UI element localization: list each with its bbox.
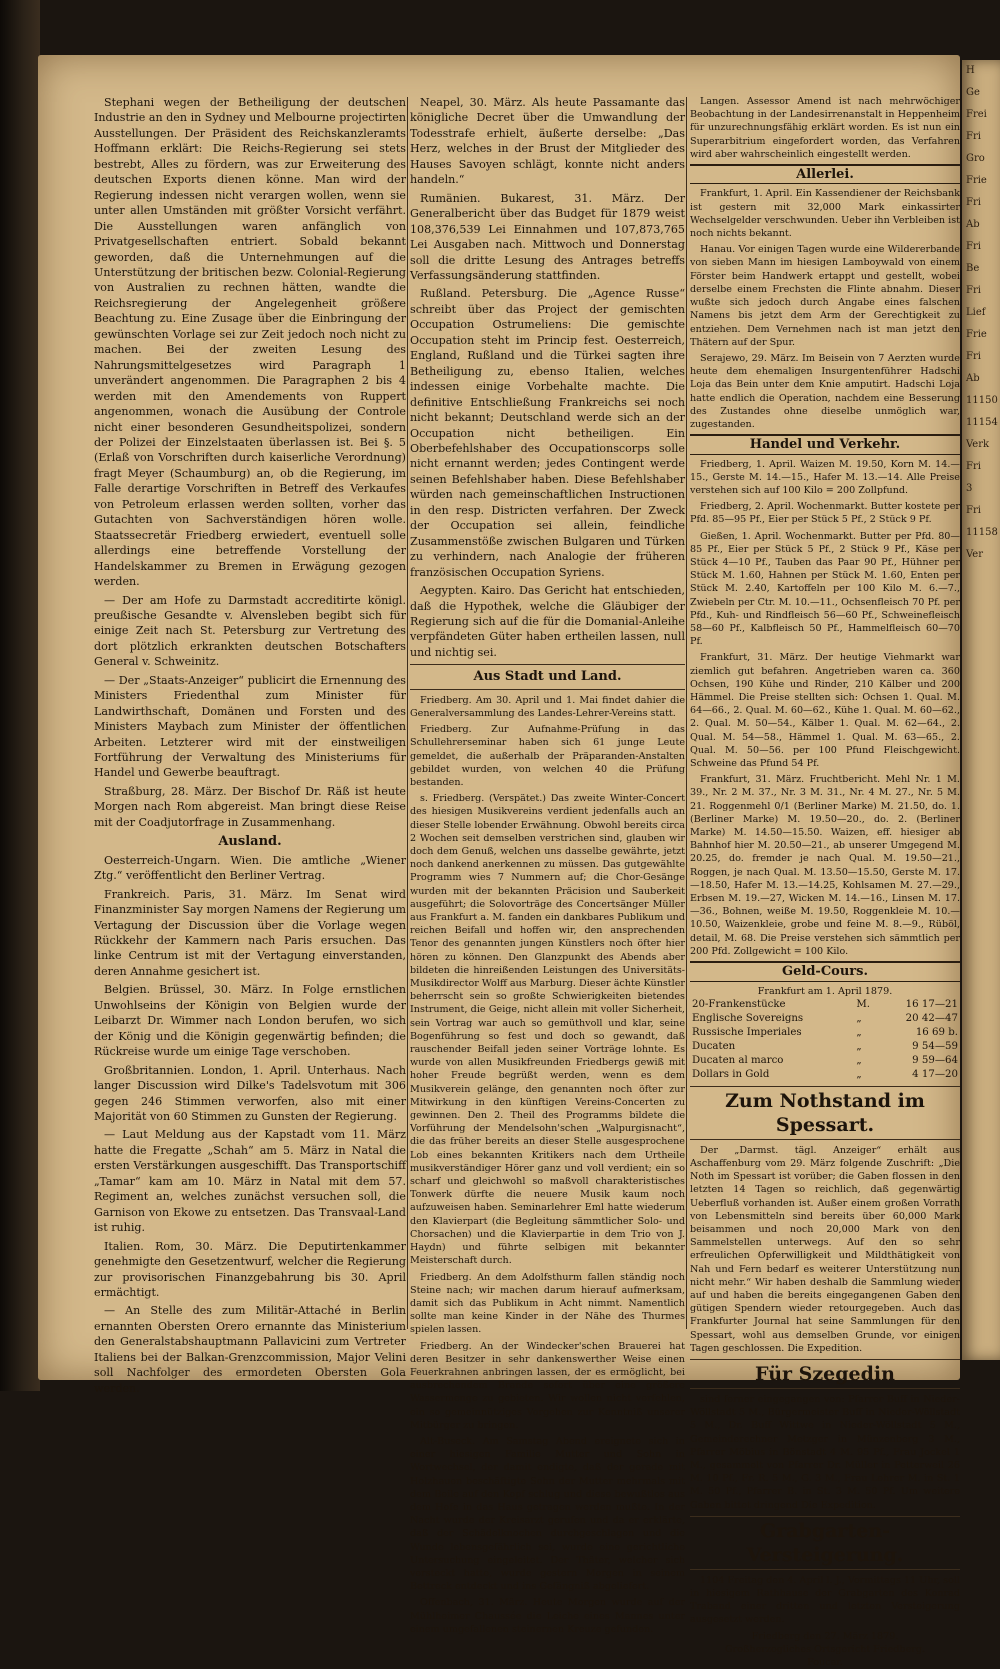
exchange-rate-cur: „ xyxy=(856,1068,862,1080)
heading-szegedin: Für Szegedin xyxy=(690,1359,960,1389)
article-serajewo: Serajewo, 29. März. Im Beisein von 7 Aerzten wurde heute dem ehemaligen Insurgentenführer Hadschi Loja das Bein unter dem Knie amputirt. Hadschi Loja hatte endlich die Operation, nachdem eine Besserung des Zustandes ohne dieselbe unmöglich war, zugestanden. xyxy=(690,352,960,430)
article-grossbritannien: Großbritannien. London, 1. April. Unterhaus. Nach langer Discussion wird Dilke's Tadelsvotum mit 306 gegen 246 Stimmen verworfen, also mit einer Majorität von 60 Stimmen zu Gunsten der Regierung. xyxy=(94,1063,406,1123)
column-right xyxy=(690,95,960,1669)
market-report: Friedberg, 1. April. Waizen M. 19.50, Korn M. 14.—15., Gerste M. 14.—15., Hafer M. 13.—14. Alle Preise verstehen sich auf 100 Kilo = 200 Zollpfund. xyxy=(690,458,960,496)
heading-nothstand-spessart: Zum Nothstand im Spessart. xyxy=(690,1086,960,1140)
adjacent-page-fragment: Fri xyxy=(966,131,981,142)
article-neapel: Neapel, 30. März. Als heute Passamante das königliche Decret über die Umwandlung der Todesstrafe erhielt, äußerte derselbe: „Das Herz, welches in der Brust der Mitglieder des Hauses Savoyen schlägt, konnte nicht anders handeln.“ xyxy=(410,96,685,187)
adjacent-page-fragment: Fri xyxy=(966,351,981,362)
adjacent-page-fragment: Gro xyxy=(966,153,985,164)
auction-authority: Großherzogliches Ortsgericht Friedberg. xyxy=(724,1643,926,1655)
heading-allerlei: Allerlei. xyxy=(690,164,960,184)
exchange-rate-table xyxy=(690,998,960,1082)
article-alvensleben: — Der am Hofe zu Darmstadt accreditirte königl. preußische Gesandte v. Alvensleben begibt sich für einige Zeit nach St. Petersburg zur Vertretung des dort plötzlich erkrankten deutschen Botschafters General v. Schweinitz. xyxy=(94,593,406,669)
adjacent-page-fragment: Ver xyxy=(966,549,984,560)
adjacent-page-fragment: H xyxy=(966,65,975,76)
adjacent-page-fragment: Fri xyxy=(966,241,981,252)
column-left xyxy=(94,95,406,1395)
article-militaer-attache: — An Stelle des zum Militär-Attaché in Berlin ernannten Obersten Orero ernannte das Ministerium den Generalstabshauptmann Pallavicini zum Vertreter Italiens bei der Balkan-Grenzcommission, Major Velini soll Nachfolger des ermordeten Obersten Gola werden. xyxy=(94,1304,406,1395)
adjacent-page-fragment: Ge xyxy=(966,87,980,98)
article-strassburg: Straßburg, 28. März. Der Bischof Dr. Räß ist heute Morgen nach Rom abgereist. Man bringt diese Reise mit der Coadjutorfrage in Zusammenhang. xyxy=(94,784,406,829)
article-italien: Italien. Rom, 30. März. Die Deputirtenkammer genehmigte den Gesetzentwurf, welcher die Regierung zur provisorischen Finanzgebahrung bis 30. April ermächtigt. xyxy=(94,1239,406,1299)
article-rumaenien: Rumänien. Bukarest, 31. März. Der Generalbericht über das Budget für 1879 weist 108,376,539 Lei Einnahmen und 107,873,765 Lei Ausgaben nach. Mittwoch und Donnerstag soll die dritte Lesung des Antrages betreffs Verfassungsänderung stattfinden. xyxy=(410,191,685,282)
article-oesterreich: Oesterreich-Ungarn. Wien. Die amtliche „Wiener Ztg.“ veröffentlicht den Berliner Vertrag. xyxy=(94,853,406,883)
adjacent-page-fragment: Lief xyxy=(966,307,986,318)
exchange-rate-name: Ducaten xyxy=(692,1040,736,1052)
donation-list: sind ferner eingegangen von: Pfarrer Buff in Nieder-Wöllstadt 5 M., Bürgermeister Buff in Nieder-Wöllstadt 5 M., Dr. Buff Wittwe in Nieder-Wöllstadt 5 M., Gemeinderechner Metzger in Münzenberg 3 M., Pfarrer Möbius in Bönstadt 4 M. 95 Pf., Frau Jockel 1 M., gesammelt von Pfarrer Dr. Müller in Petterweil 26 M. 10 Pf., Fr. R. 5 M., G. 3 M., Frau Lehrer M. in St. 1 M. 50 Pf., Pfarrer B. in St. 3 M. 50 Pf. Um weitere Gaben bittet dringend Die Expedition. xyxy=(690,1394,960,1511)
local-news-item: Friedberg. An dem Adolfsthurm fallen ständig noch Steine nach; wir machen darum hierauf aufmerksam, damit sich das Publikum in Acht nimmt. Namentlich sollte man keine Kinder in der Nähe des Thurmes spielen lassen. xyxy=(410,1271,685,1336)
heading-stadt-und-land: Aus Stadt und Land. xyxy=(473,669,622,685)
adjacent-page-fragment: Fri xyxy=(966,461,981,472)
market-report: Friedberg, 2. April. Wochenmarkt. Butter kostete per Pfd. 85—95 Pf., Eier per Stück 5 Pf., 2 Stück 9 Pf. xyxy=(690,501,960,526)
adjacent-page-fragment: Verk xyxy=(966,439,990,450)
article-frankfurt-kassendiener: Frankfurt, 1. April. Ein Kassendiener der Reichsbank ist gestern mit 32,000 Mark einkassirter Wechselgelder verschwunden. Ueber ihn Verbleiben ist noch nichts bekannt. xyxy=(690,188,960,240)
article-russland: Rußland. Petersburg. Die „Agence Russe“ schreibt über das Project der gemischten Occupation Ostrumeliens: Die gemischte Occupation steht im Princip fest. Oesterreich, England, Rußland und die Türkei sagten ihre Betheiligung zu, ebenso Italien, welches indessen einige Vorbehalte machte. Die definitive Entschließung Frankreichs sei noch nicht bekannt; Deutschland werde sich an der Occupation nicht betheiligen. Ein Oberbefehlshaber des Occupationscorps solle nicht ernannt werden; jedes Contingent werde seinen Befehlshaber haben. Diese Befehlshaber würden nach gemeinschaftlichen Instructionen in den resp. Districten verfahren. Der Zweck der Occupation sei allein, feindliche Zusammenstöße zwischen Bulgaren und Türken zu verhindern, nach Analogie der früheren französischen Occupation Syriens. xyxy=(410,287,685,579)
market-report: Frankfurt, 31. März. Der heutige Viehmarkt war ziemlich gut befahren. Angetrieben waren ca. 360 Ochsen, 190 Kühe und Rinder, 210 Kälber und 200 Hämmel. Die Preise stellten sich: Ochsen 1. Qual. M. 64—66., 2. Qual. M. 60—62., Kühe 1. Qual. M. 60—62., 2. Qual. M. 50—54., Kälber 1. Qual. M. 62—64., 2. Qual. M. 54—58., Hämmel 1. Qual. M. 63—65., 2. Qual. M. 50—56. per 100 Pfund Fleischgewicht. Schweine das Pfund 54 Pf. xyxy=(690,652,960,770)
divider xyxy=(410,664,685,665)
heading-handel-und-verkehr: Handel und Verkehr. xyxy=(690,434,960,454)
exchange-rate-val: 4 17—20 xyxy=(912,1068,958,1080)
article-frankreich: Frankreich. Paris, 31. März. Im Senat wird Finanzminister Say morgen Namens der Regierung um Vertagung der Discussion über die Vorlage wegen Rückkehr der Kammern nach Paris ersuchen. Das linke Centrum ist mit der Vertagung einverstanden, deren Annahme gesichert ist. xyxy=(94,887,406,978)
exchange-rate-row xyxy=(690,1068,960,1082)
article-belgien: Belgien. Brüssel, 30. März. In Folge ernstlichen Unwohlseins der Königin von Belgien wurde der Leibarzt Dr. Wimmer nach London berufen, wo sich der König und die Königin gegenwärtig befinden; die Rückreise wurde um einige Tage verschoben. xyxy=(94,983,406,1059)
column-rule-1 xyxy=(407,97,408,1329)
article-hanau: Hanau. Vor einigen Tagen wurde eine Wildererbande von sieben Mann im hiesigen Lamboywald von einem Förster beim Handwerk ertappt und gestellt, wobei derselbe einem Frechsten die Flinte abnahm. Dieser wußte sich jedoch durch Angabe eines falschen Namens bis jetzt dem Arm der Gerechtigkeit zu entziehen. Dem Vernehmen nach ist man jetzt den Thätern auf der Spur. xyxy=(690,244,960,348)
local-news-item: Offenbach, 31. März. Heute Morgen wurde auf der Mühlheimer Chaussée die Leiche eines Mannes unter einem umgefallenen steinernen Kreuze gefunden. xyxy=(410,1597,685,1635)
exchange-rate-row xyxy=(690,1012,960,1026)
exchange-rate-name: Dollars in Gold xyxy=(692,1068,770,1080)
heading-grabgarten: Grabgarten-Versteigerung. xyxy=(690,1516,960,1570)
exchange-rate-val: 16 69 b. xyxy=(915,1026,958,1038)
adjacent-page-fragment: Ab xyxy=(966,219,980,230)
exchange-rate-val: 20 42—47 xyxy=(905,1012,958,1024)
article-nothstand: Der „Darmst. tägl. Anzeiger“ erhält aus Aschaffenburg vom 29. März folgende Zuschrift: „Die Noth im Spessart ist vorüber; die Gaben flossen in den letzten 14 Tagen so reichlich, daß gegenwärtig Ueberfluß vorhanden ist. Außer einem großen Vorrath von Lebensmitteln sind bereits über 60,000 Mark beisammen und noch 20,000 Mark von den Sammelstellen unterwegs. Auf den so sehr erfreulichen Opferwilligkeit und Mildthätigkeit von Nah und Fern bedarf es weiterer Unterstützung nun nicht mehr.“ Wir haben deshalb die Sammlung wieder auf und haben die bereits eingegangenen Gaben den gütigen Spendern wieder retourgegeben. Auch das Frankfurter Journal hat seine Sammlungen für den Spessart, wohl aus demselben Grunde, vor einigen Tagen geschlossen. Die Expedition. xyxy=(690,1144,960,1354)
exchange-rate-name: Englische Sovereigns xyxy=(692,1012,804,1024)
local-news-item: Alt-Buseck. Am Samstag Abend ereignete sich in einer hiesigen Familie Mutter und Sohn in Wortwechsel, der damit endigte, daß der gerade mit Holzhauen beschäftigte Sohn der Mutter mehrmals mit dem Beile auf den Kopf schlug und diese bewußtlos aus dem Hofe in das Haus getragen werden mußte. In der Nacht wurde der Kreisarzt gerufen und da er erklärte, daß der Schädelknochen durchgeschlagen und die Wunde lebensgefährlich sei, wurde eine gerichtliche Untersuchung eingeleitet. Der Thäter, welcher sich versteckt hatte, wurde gestern Morgen in seinem Bettreck entdeckt und ins Gefängniß abgeliefert. xyxy=(410,1435,685,1593)
geld-cours-subtitle: Frankfurt am 1. April 1879. xyxy=(757,985,893,997)
local-news-item: s. Friedberg. (Verspätet.) Das zweite Winter-Concert des hiesigen Musikvereins verdient jedenfalls auch an dieser Stelle lobender Erwähnung. Obwohl bereits circa 2 Wochen seit demselben verstrichen sind, glauben wir doch dem Genuß, welchen uns dasselbe gewährte, jetzt noch dankend anerkennen zu müssen. Das gutgewählte Programm wies 7 Nummern auf; die Chor-Gesänge wurden mit der bekannten Präcision und Sauberkeit ausgeführt; die Solovorträge des Concertsänger Müller aus Frankfurt a. M. fanden ein dankbares Publikum und reichen Beifall und hoffen wir, den ansprechenden Tenor des genannten jungen Künstlers noch öfter hier hören zu können. Den Glanzpunkt des Abends aber bildeten die hinreißenden Leistungen des Universitäts-Musikdirector Wolff aus Marburg. Dieser ächte Künstler beherrscht sein so großte Schwierigkeiten bietendes Instrument, die Geige, nicht allein mit voller Sicherheit, sein Vortrag war auch so gemüthvoll und klar, seine Bogenführung so fest und doch so gewandt, daß rauschender Beifall jeden seiner Vorträge lohnte. Es wurde von allen Musikfreunden Friedbergs gewiß mit hoher Freude begrüßt werden, wenn es dem Musikverein gelänge, den genannten noch öfter zur Mitwirkung in den künftigen Vereins-Concerten zu gewinnen. Den 2. Theil des Programms bildete die Vorführung der Mendelsohn'schen „Walpurgisnacht“, die das früher bereits an dieser Stelle ausgesprochene Lob eines bekannten Kritikers nach dem Urtheile musikverständiger Hörer ganz und voll verdient; ein so scharf und gleichwohl so maßvoll charakteristisches Tonwerk dürfte die neuere Musik kaum noch aufzuweisen haben. Seminarlehrer Eml hatte wiederum den Klavierpart (die Begleitung sämmtlicher Solo- und Chorsachen) und die Klavierpartie in dem Trio von J. Haydn) und führte selbigen mit bekannter Meisterschaft durch. xyxy=(410,793,685,1267)
adjacent-page-fragment: Frie xyxy=(966,329,987,340)
local-news-item: Friedberg. An der Windecker'schen Brauerei hat deren Besitzer in sehr dankenswerther Weise einen Feuerkrahnen anbringen lassen, der es ermöglicht, bei ausbrechendem Brande sofort über eine größere Wassermenge zu gebieten. Wir wollen nicht verfehlen, ein so gemeinnütziges Vorgehen zur Kenntniß unserer Mitbürger zu bringen. xyxy=(410,1340,685,1431)
auction-signature: Foucar. xyxy=(807,1657,843,1669)
auction-notice: 1104 Freitag den 4. April l. J., Vormittags 11 Uhr, soll in hiesigem Rathhause der Grabgarten des Konrad Traband einer dritten und letzten Versteigerung ausgesetzt werden. xyxy=(690,1574,960,1626)
exchange-rate-cur: „ xyxy=(856,1040,862,1052)
article-staatsanzeiger: — Der „Staats-Anzeiger“ publicirt die Ernennung des Ministers Friedenthal zum Minister für Landwirthschaft, Domänen und Forsten und des Ministers Maybach zum Minister der öffentlichen Arbeiten. Letzterer wird mit der einstweiligen Fortführung der Verwaltung des Ministeriums für Handel und Gewerbe beauftragt. xyxy=(94,673,406,780)
heading-geld-cours: Geld-Cours. xyxy=(690,961,960,981)
adjacent-page-fragment: Fri xyxy=(966,505,981,516)
adjacent-page-fragment: Fri xyxy=(966,285,981,296)
exchange-rate-cur: „ xyxy=(856,1054,862,1066)
adjacent-page-fragment: 11158 xyxy=(966,527,998,538)
adjacent-page-fragment: 3 xyxy=(966,483,973,494)
local-news-item: Friedberg. Zur Aufnahme-Prüfung in das Schullehrerseminar haben sich 61 junge Leute gemeldet, die außerhalb der Präparanden-Anstalten gebildet wurden, von welchen 40 die Prüfung bestanden. xyxy=(410,724,685,788)
book-binding xyxy=(0,0,40,1391)
exchange-rate-name: Russische Imperiales xyxy=(692,1026,802,1038)
exchange-rate-row xyxy=(690,1040,960,1054)
exchange-rate-row xyxy=(690,1054,960,1068)
exchange-rate-val: 9 54—59 xyxy=(912,1040,958,1052)
exchange-rate-val: 9 59—64 xyxy=(912,1054,958,1066)
heading-ausland: Ausland. xyxy=(218,834,282,850)
adjacent-page-fragment: Be xyxy=(966,263,980,274)
adjacent-page-fragment: Frie xyxy=(966,175,987,186)
adjacent-page-fragment: 11154 xyxy=(966,417,998,428)
exchange-rate-name: 20-Frankenstücke xyxy=(692,998,786,1010)
adjacent-page-fragment: 11150 xyxy=(966,395,998,406)
adjacent-page-fragment: Fri xyxy=(966,197,981,208)
exchange-rate-cur: „ xyxy=(856,1012,862,1024)
exchange-rate-val: 16 17—21 xyxy=(905,998,958,1010)
adjacent-page-fragment: Ab xyxy=(966,373,980,384)
article-reichstag: Stephani wegen der Betheiligung der deutschen Industrie an den in Sydney und Melbourne projectirten Ausstellungen. Der Präsident des Reichskanzleramts Hoffmann erklärt: Die Reichs-Regierung sei stets bestrebt, Alles zu fördern, was zur Erweiterung des deutschen Exports dienen könne. Man wird der Regierung indessen nicht verargen wollen, wenn sie unter allen Umständen mit größter Vorsicht verfährt. Die Ausstellungen waren anfänglich von Privatgesellschaften entriert. Sobald bekannt geworden, daß die Unternehmungen auf die Unterstützung der britischen bezw. Colonial-Regierung von Australien zu rechnen hätten, wandte die Reichsregierung der Angelegenheit größere Beachtung zu. Eine Zusage über die Einbringung der gewünschten Vorlage sei zur Zeit jedoch noch nicht zu machen. Bei der zweiten Lesung des Nahrungsmittelgesetzes wird Paragraph 1 unverändert angenommen. Die Paragraphen 2 bis 4 werden mit den Amendements von Ruppert angenommen, wonach die Ausübung der Controle nicht einer besonderen Gesundheitspolizei, sondern der Polizei der Einzelstaaten überlassen ist. Bei §. 5 (Erlaß von Vorschriften durch kaiserliche Verordnung) fragt Meyer (Schaumburg) an, ob die Regierung, im Falle derartige Vorschriften in Betreff des Verkaufes von Petroleum erlassen werden sollten, vorher das Gutachten von Sachverständigen hören wolle. Staatssecretär Friedberg erwiedert, eventuell solle allerdings eine betreffende Vorstellung der Handelskammer zu Bremen in Erwägung gezogen werden. xyxy=(94,96,406,589)
article-langen: Langen. Assessor Amend ist nach mehrwöchiger Beobachtung in der Landesirrenanstalt in Heppenheim für unzurechnungsfähig erklärt worden. Es ist nun ein Superarbitrium eingefordert worden, das Verfahren wird aber wahrscheinlich eingestellt werden. xyxy=(690,96,960,160)
exchange-rate-row xyxy=(690,1026,960,1040)
adjacent-page-fragment: Frei xyxy=(966,109,987,120)
auction-date: Friedberg den 27. März 1879. xyxy=(751,1630,899,1642)
exchange-rate-name: Ducaten al marco xyxy=(692,1054,784,1066)
exchange-rate-row xyxy=(690,998,960,1012)
column-rule-2 xyxy=(686,97,687,1329)
market-report: Gießen, 1. April. Wochenmarkt. Butter per Pfd. 80—85 Pf., Eier per Stück 5 Pf., 2 Stück 9 Pf., Käse per Stück 4—10 Pf., Tauben das Paar 90 Pf., Hühner per Stück M. 1.60, Hahnen per Stück M. 1.60, Enten per Stück M. 2.40, Kartoffeln per 100 Kilo M. 6.—7., Zwiebeln per Ctr. M. 10.—11., Ochsenfleisch 70 Pf. per Pfd., Kuh- und Rindfleisch 56—60 Pf., Schweinefleisch 58—60 Pf., Kalbfleisch 50 Pf., Hammelfleisch 60—70 Pf. xyxy=(690,530,960,648)
divider xyxy=(410,689,685,690)
market-report: Frankfurt, 31. März. Fruchtbericht. Mehl Nr. 1 M. 39., Nr. 2 M. 37., Nr. 3 M. 31., Nr. 4 M. 27., Nr. 5 M. 21. Roggenmehl 0/1 (Berliner Marke) M. 21.50, do. 1. (Berliner Marke) M. 19.50—20., do. 2. (Berliner Marke) M. 14.50—15.50. Waizen, eff. hiesiger ab Bahnhof hier M. 20.50—21., ab unserer Umgegend M. 20.25, do. fremder je nach Qual. M. 19.50—21., Roggen, je nach Qual. M. 13.50—15.50, Gerste M. 17.—18.50, Hafer M. 13.—14.25, Kohlsamen M. 27.—29., Erbsen M. 19.—27, Wicken M. 14.—16., Linsen M. 17.—36., Bohnen, weiße M. 19.50, Roggenkleie M. 10.—10.50, Waizenkleie, grobe und feine M. 8.—9., Rüböl, detail, M. 68. Die Preise verstehen sich sämmtlich per 200 Pfd. Zollgewicht = 100 Kilo. xyxy=(690,774,960,957)
exchange-rate-cur: M. xyxy=(856,998,871,1010)
article-aegypten: Aegypten. Kairo. Das Gericht hat entschieden, daß die Hypothek, welche die Gläubiger der Regierung sich auf die für die Domanial-Anleihe verpfändeten Güter haben ertheilen lassen, null und nichtig sei. xyxy=(410,584,685,659)
local-news-item: Friedberg. Am 30. April und 1. Mai findet dahier die Generalversammlung des Landes-Lehrer-Vereins statt. xyxy=(410,694,685,719)
column-middle xyxy=(410,95,685,1635)
exchange-rate-cur: „ xyxy=(856,1026,862,1038)
article-kapstadt: — Laut Meldung aus der Kapstadt vom 11. März hatte die Fregatte „Schah“ am 5. März in Natal die ersten Verstärkungen ausgeschifft. Das Transportschiff „Tamar“ kam am 10. März in Natal mit dem 57. Regiment an, welches zunächst versuchen soll, die Garnison von Ekowe zu entsetzen. Das Transvaal-Land ist ruhig. xyxy=(94,1128,406,1235)
adjacent-page-edge xyxy=(962,60,1000,1360)
